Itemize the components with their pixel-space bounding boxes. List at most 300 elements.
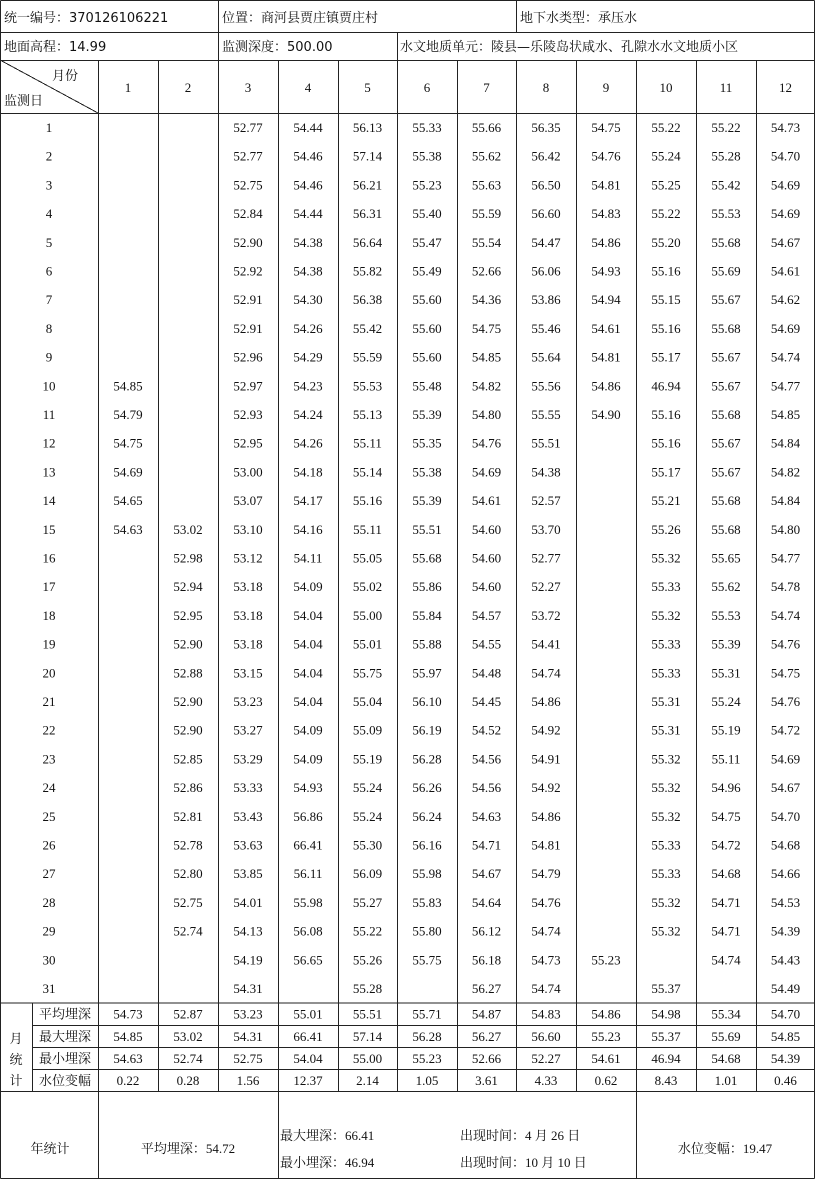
depth-value: 55.33 (651, 837, 681, 853)
depth-value: 54.17 (293, 493, 323, 509)
depth-value: 55.67 (711, 349, 741, 365)
monthly-stat-value: 53.23 (233, 1006, 263, 1022)
day-label: 12 (42, 435, 56, 451)
day-label: 29 (42, 923, 56, 939)
depth-value: 55.17 (651, 349, 681, 365)
day-label: 8 (45, 320, 53, 336)
depth-value: 55.24 (651, 148, 681, 164)
depth-value: 54.76 (770, 694, 801, 709)
day-label: 31 (42, 981, 56, 996)
depth-value: 52.94 (173, 579, 203, 595)
depth-value: 52.90 (173, 722, 203, 738)
depth-value: 54.61 (591, 320, 621, 336)
monthly-stat-value: 54.87 (471, 1006, 502, 1022)
depth-value: 55.59 (471, 206, 502, 222)
depth-value: 56.12 (471, 923, 502, 939)
monthly-stat-value: 52.27 (531, 1050, 561, 1066)
depth-value: 52.97 (233, 378, 263, 394)
depth-value: 53.72 (531, 607, 561, 623)
depth-value: 55.25 (651, 177, 681, 193)
monthly-stat-value: 55.51 (352, 1006, 383, 1022)
depth-value: 55.28 (352, 981, 383, 996)
depth-value: 54.82 (471, 378, 502, 394)
depth-value: 55.54 (471, 234, 502, 250)
depth-value: 55.28 (711, 148, 741, 164)
table-row (43, 551, 801, 566)
depth-value: 56.18 (471, 952, 502, 968)
annual-min-time: 出现时间：10 月 10 日 (460, 1155, 587, 1170)
depth-value: 54.74 (531, 981, 561, 996)
monthly-stat-value: 54.63 (113, 1050, 143, 1066)
depth-value: 55.53 (352, 378, 383, 394)
depth-value: 54.76 (531, 894, 561, 910)
day-label: 2 (45, 148, 53, 164)
depth-value: 53.18 (233, 579, 263, 595)
depth-value: 54.62 (770, 292, 801, 308)
depth-value: 56.42 (531, 148, 561, 164)
depth-value: 54.09 (293, 751, 323, 767)
depth-value: 56.65 (293, 952, 323, 968)
depth-value: 55.31 (711, 665, 741, 681)
depth-value: 55.24 (352, 808, 383, 824)
station-location: 位置：商河县贾庄镇贾庄村 (222, 11, 379, 26)
depth-value: 54.79 (531, 866, 561, 882)
depth-value: 54.04 (293, 636, 323, 652)
monthly-stats-row (39, 1029, 800, 1045)
depth-value: 55.26 (352, 952, 383, 968)
monthly-stat-value: 46.94 (651, 1050, 681, 1066)
monthly-stat-value: 3.61 (475, 1073, 498, 1088)
day-label: 28 (42, 894, 56, 910)
depth-value: 54.86 (531, 808, 561, 824)
depth-value: 56.35 (531, 120, 561, 135)
depth-value: 54.71 (711, 923, 741, 939)
depth-value: 55.22 (651, 120, 681, 135)
depth-value: 53.12 (233, 550, 263, 566)
depth-value: 54.74 (531, 665, 561, 681)
depth-value: 55.60 (412, 320, 442, 336)
depth-value: 54.26 (293, 435, 323, 451)
depth-value: 55.15 (651, 292, 681, 308)
monthly-stat-value: 54.39 (770, 1050, 801, 1066)
depth-value: 55.82 (352, 263, 383, 279)
depth-value: 54.76 (591, 148, 621, 164)
depth-value: 52.77 (233, 120, 263, 135)
day-label: 16 (42, 550, 56, 566)
depth-value: 54.04 (293, 665, 323, 681)
day-label: 17 (42, 579, 56, 595)
monthly-stat-value: 4.33 (534, 1073, 558, 1088)
depth-value: 54.69 (770, 320, 801, 336)
depth-value: 54.93 (293, 780, 323, 796)
monthly-stat-value: 0.22 (116, 1073, 140, 1088)
depth-value: 53.18 (233, 636, 263, 652)
aquifer-type: 地下水类型：承压水 (520, 11, 638, 26)
depth-value: 55.38 (412, 464, 442, 480)
depth-value: 54.46 (293, 177, 323, 193)
depth-value: 54.86 (591, 234, 621, 250)
monthly-stat-value: 56.27 (471, 1028, 502, 1044)
day-label: 11 (42, 407, 56, 422)
depth-value: 55.66 (471, 120, 502, 135)
depth-value: 54.93 (591, 263, 621, 279)
month-header-6: 6 (423, 80, 431, 95)
depth-value: 56.31 (352, 206, 383, 222)
depth-value: 52.98 (173, 550, 203, 566)
depth-value: 54.67 (770, 234, 801, 250)
depth-value: 56.60 (531, 206, 561, 222)
table-row (43, 924, 801, 939)
depth-value: 56.11 (293, 866, 323, 882)
month-header-1: 1 (124, 80, 132, 95)
depth-value: 54.75 (770, 665, 801, 681)
depth-value: 55.13 (352, 407, 383, 422)
depth-value: 56.16 (412, 837, 442, 853)
monthly-stats-label-2: 统 (9, 1053, 23, 1068)
day-label: 26 (42, 837, 56, 853)
depth-value: 56.38 (352, 292, 383, 308)
table-row (43, 895, 801, 910)
table-row (43, 637, 801, 652)
depth-value: 53.43 (233, 808, 263, 824)
depth-value: 56.21 (352, 177, 383, 193)
depth-value: 54.46 (293, 148, 323, 164)
depth-value: 52.84 (233, 206, 263, 222)
monthly-stat-value: 8.43 (654, 1073, 678, 1088)
depth-value: 56.27 (471, 981, 502, 996)
depth-value: 56.28 (412, 751, 442, 767)
depth-value: 53.63 (233, 837, 263, 853)
depth-value: 55.62 (711, 579, 741, 595)
monthly-stat-value: 54.85 (113, 1028, 143, 1044)
depth-value: 55.86 (412, 579, 442, 595)
day-label: 14 (42, 493, 56, 509)
depth-value: 54.84 (770, 435, 801, 451)
depth-value: 55.75 (412, 952, 442, 968)
depth-value: 56.86 (293, 808, 323, 824)
depth-value: 55.67 (711, 378, 741, 394)
monthly-stat-value: 54.04 (293, 1050, 323, 1066)
depth-value: 54.69 (471, 464, 502, 480)
depth-value: 54.19 (233, 952, 263, 968)
monthly-stat-value: 55.01 (293, 1006, 323, 1022)
depth-value: 52.95 (173, 607, 203, 623)
depth-value: 54.70 (770, 808, 801, 824)
depth-value: 54.39 (770, 923, 801, 939)
depth-value: 52.91 (233, 320, 263, 336)
depth-value: 55.16 (651, 407, 681, 422)
depth-value: 52.90 (173, 636, 203, 652)
depth-value: 55.30 (352, 837, 383, 853)
depth-value: 52.90 (173, 694, 203, 709)
depth-value: 55.68 (711, 521, 741, 537)
depth-value: 54.13 (233, 923, 263, 939)
depth-value: 55.22 (352, 923, 383, 939)
depth-value: 55.56 (531, 378, 561, 394)
depth-value: 54.74 (770, 349, 801, 365)
depth-value: 55.62 (471, 148, 502, 164)
depth-value: 55.23 (412, 177, 442, 193)
monthly-stat-value: 55.23 (591, 1028, 621, 1044)
depth-value: 55.68 (711, 407, 741, 422)
depth-value: 55.84 (412, 607, 442, 623)
day-label: 18 (42, 607, 56, 623)
table-row (43, 952, 801, 967)
monthly-stat-value: 55.37 (651, 1028, 681, 1044)
depth-value: 54.73 (531, 952, 561, 968)
depth-value: 55.02 (352, 579, 383, 595)
depth-value: 54.81 (591, 349, 621, 365)
depth-value: 54.72 (770, 722, 801, 738)
depth-value: 56.19 (412, 722, 442, 738)
depth-value: 54.56 (471, 751, 502, 767)
depth-value: 55.67 (711, 292, 741, 308)
depth-value: 55.32 (651, 808, 681, 824)
monthly-stat-value: 0.28 (176, 1073, 200, 1088)
depth-value: 54.43 (770, 952, 801, 968)
annual-max-depth: 最大埋深：66.41 (280, 1128, 375, 1143)
table-row (43, 665, 801, 680)
depth-value: 54.68 (711, 866, 741, 882)
depth-value: 54.23 (293, 378, 323, 394)
monthly-stat-value: 56.28 (412, 1028, 442, 1044)
depth-value: 55.53 (711, 206, 741, 222)
day-label: 7 (45, 292, 53, 308)
day-label: 10 (42, 378, 56, 394)
depth-value: 55.67 (711, 464, 741, 480)
day-label: 23 (42, 751, 56, 767)
depth-value: 54.01 (233, 894, 263, 910)
monthly-stat-value: 54.85 (770, 1028, 801, 1044)
annual-min-depth: 最小埋深：46.94 (280, 1155, 375, 1170)
depth-value: 54.80 (471, 407, 502, 422)
annual-avg-depth: 平均埋深：54.72 (140, 1141, 236, 1156)
depth-value: 55.32 (651, 894, 681, 910)
depth-value: 55.51 (531, 435, 561, 451)
table-row (43, 751, 801, 766)
depth-value: 55.47 (412, 234, 442, 250)
depth-value: 54.81 (591, 177, 621, 193)
monthly-stat-label: 水位变幅 (38, 1074, 92, 1089)
depth-value: 55.60 (412, 292, 442, 308)
depth-value: 55.05 (352, 550, 383, 566)
monthly-stat-label: 平均埋深 (38, 1007, 92, 1023)
depth-value: 53.18 (233, 607, 263, 623)
table-row (43, 809, 801, 824)
depth-value: 55.39 (412, 407, 442, 422)
depth-value: 54.74 (770, 607, 801, 623)
depth-value: 53.00 (233, 464, 263, 480)
depth-value: 54.57 (471, 607, 502, 623)
depth-value: 55.01 (352, 636, 383, 652)
monitoring-depth: 监测深度：500.00 (222, 40, 333, 55)
day-label: 6 (45, 263, 53, 279)
depth-value: 54.86 (591, 378, 621, 394)
depth-value: 54.16 (293, 521, 323, 537)
depth-value: 55.23 (591, 952, 621, 968)
monthly-stat-value: 54.31 (233, 1028, 263, 1044)
depth-value: 55.49 (412, 263, 442, 279)
depth-value: 55.22 (651, 206, 681, 222)
depth-value: 54.73 (770, 120, 801, 135)
monthly-stats-row (39, 1073, 797, 1089)
depth-value: 54.31 (233, 981, 263, 996)
depth-value: 53.10 (233, 521, 263, 537)
depth-value: 54.76 (770, 636, 801, 652)
depth-value: 54.79 (113, 407, 143, 422)
depth-value: 54.49 (770, 981, 801, 996)
depth-value: 52.88 (173, 665, 203, 681)
depth-value: 54.24 (293, 407, 323, 422)
monthly-stat-value: 54.73 (113, 1006, 143, 1022)
day-label: 19 (42, 636, 56, 652)
depth-value: 54.56 (471, 780, 502, 796)
depth-value: 54.65 (113, 493, 143, 509)
depth-value: 54.67 (471, 866, 502, 882)
depth-value: 52.27 (531, 579, 561, 595)
depth-value: 54.75 (113, 435, 143, 451)
depth-value: 55.31 (651, 722, 681, 738)
depth-value: 53.27 (233, 722, 263, 738)
depth-value: 55.32 (651, 780, 681, 796)
depth-value: 54.47 (531, 234, 561, 250)
monthly-stat-value: 0.46 (774, 1073, 797, 1088)
annual-max-time: 出现时间：4 月 26 日 (460, 1128, 581, 1143)
depth-value: 53.85 (233, 866, 263, 882)
month-header-11: 11 (719, 80, 733, 95)
depth-value: 54.75 (711, 808, 741, 824)
depth-value: 55.00 (352, 607, 383, 623)
depth-value: 54.29 (293, 349, 323, 365)
depth-value: 55.32 (651, 607, 681, 623)
depth-value: 54.63 (113, 521, 143, 537)
depth-value: 55.68 (711, 234, 741, 250)
depth-value: 55.22 (711, 120, 741, 135)
depth-value: 54.77 (770, 550, 801, 566)
depth-value: 54.85 (770, 407, 801, 422)
depth-value: 55.69 (711, 263, 741, 279)
depth-value: 54.60 (471, 521, 502, 537)
month-header-10: 10 (659, 80, 673, 95)
depth-value: 55.33 (651, 665, 681, 681)
depth-value: 54.71 (471, 837, 502, 853)
depth-value: 54.77 (770, 378, 801, 394)
day-label: 24 (42, 780, 56, 796)
depth-value: 55.65 (711, 550, 741, 566)
depth-value: 52.57 (531, 493, 561, 509)
monthly-stats-label-3: 计 (9, 1074, 23, 1089)
depth-value: 54.72 (711, 837, 741, 853)
depth-value: 55.04 (352, 694, 383, 709)
depth-value: 55.26 (651, 521, 681, 537)
depth-value: 52.96 (233, 349, 263, 365)
hydrogeologic-unit: 水文地质单元：陵县—乐陵岛状咸水、孔隙水水文地质小区 (400, 40, 739, 55)
month-header-12: 12 (779, 80, 792, 95)
depth-value: 52.85 (173, 751, 203, 767)
depth-value: 54.61 (471, 493, 502, 509)
depth-value: 55.97 (412, 665, 442, 681)
depth-value: 52.77 (233, 148, 263, 164)
depth-value: 55.98 (412, 866, 442, 882)
depth-value: 54.78 (770, 579, 801, 595)
depth-value: 54.71 (711, 894, 741, 910)
table-row (43, 838, 801, 853)
depth-value: 54.84 (770, 493, 801, 509)
depth-value: 54.90 (591, 407, 621, 422)
depth-value: 54.83 (591, 206, 621, 222)
depth-value: 66.41 (293, 837, 323, 853)
table-row (43, 780, 801, 795)
month-header-3: 3 (244, 80, 252, 95)
monthly-stat-value: 1.01 (714, 1073, 738, 1088)
depth-value: 53.15 (233, 665, 263, 681)
depth-value: 52.95 (233, 435, 263, 451)
depth-value: 55.11 (353, 521, 382, 537)
depth-value: 54.52 (471, 722, 502, 738)
depth-value: 54.74 (531, 923, 561, 939)
depth-value: 54.82 (770, 464, 801, 480)
monthly-stat-value: 52.87 (173, 1006, 203, 1022)
depth-value: 54.92 (531, 780, 561, 796)
monthly-stat-value: 52.75 (233, 1050, 263, 1066)
depth-value: 55.80 (412, 923, 442, 939)
depth-value: 55.51 (412, 521, 442, 537)
depth-value: 55.39 (711, 636, 741, 652)
depth-value: 57.14 (352, 148, 383, 164)
month-header-9: 9 (602, 80, 610, 95)
depth-value: 55.27 (352, 894, 383, 910)
monthly-stat-value: 54.61 (591, 1050, 621, 1066)
depth-value: 54.85 (113, 378, 143, 394)
depth-value: 53.29 (233, 751, 263, 767)
depth-value: 52.91 (233, 292, 263, 308)
depth-value: 54.80 (770, 521, 801, 537)
depth-value: 54.09 (293, 722, 323, 738)
depth-value: 56.26 (412, 780, 442, 796)
depth-value: 55.17 (651, 464, 681, 480)
depth-value: 55.32 (651, 923, 681, 939)
depth-value: 55.16 (651, 320, 681, 336)
depth-value: 54.86 (531, 694, 561, 709)
depth-value: 52.75 (173, 894, 203, 910)
depth-value: 55.16 (651, 435, 681, 451)
table-row (43, 464, 801, 479)
depth-value: 53.70 (531, 521, 561, 537)
monthly-stat-value: 52.74 (173, 1050, 203, 1066)
depth-value: 55.83 (412, 894, 442, 910)
day-label: 4 (45, 206, 53, 222)
depth-value: 54.64 (471, 894, 502, 910)
depth-value: 55.19 (711, 722, 741, 738)
table-row (43, 723, 801, 738)
depth-value: 53.07 (233, 493, 263, 509)
depth-value: 55.59 (352, 349, 383, 365)
table-row (43, 579, 801, 594)
annual-stats-label: 年统计 (30, 1141, 70, 1156)
depth-value: 55.55 (531, 407, 561, 422)
depth-value: 54.81 (531, 837, 561, 853)
depth-value: 55.21 (651, 493, 681, 509)
monthly-stat-value: 2.14 (356, 1073, 379, 1088)
depth-value: 54.68 (770, 837, 801, 853)
month-header-7: 7 (483, 80, 490, 95)
depth-value: 55.33 (651, 579, 681, 595)
day-label: 22 (42, 722, 56, 738)
depth-value: 54.61 (770, 263, 801, 279)
depth-value: 55.42 (711, 177, 741, 193)
depth-value: 56.24 (412, 808, 442, 824)
depth-value: 54.94 (591, 292, 621, 308)
